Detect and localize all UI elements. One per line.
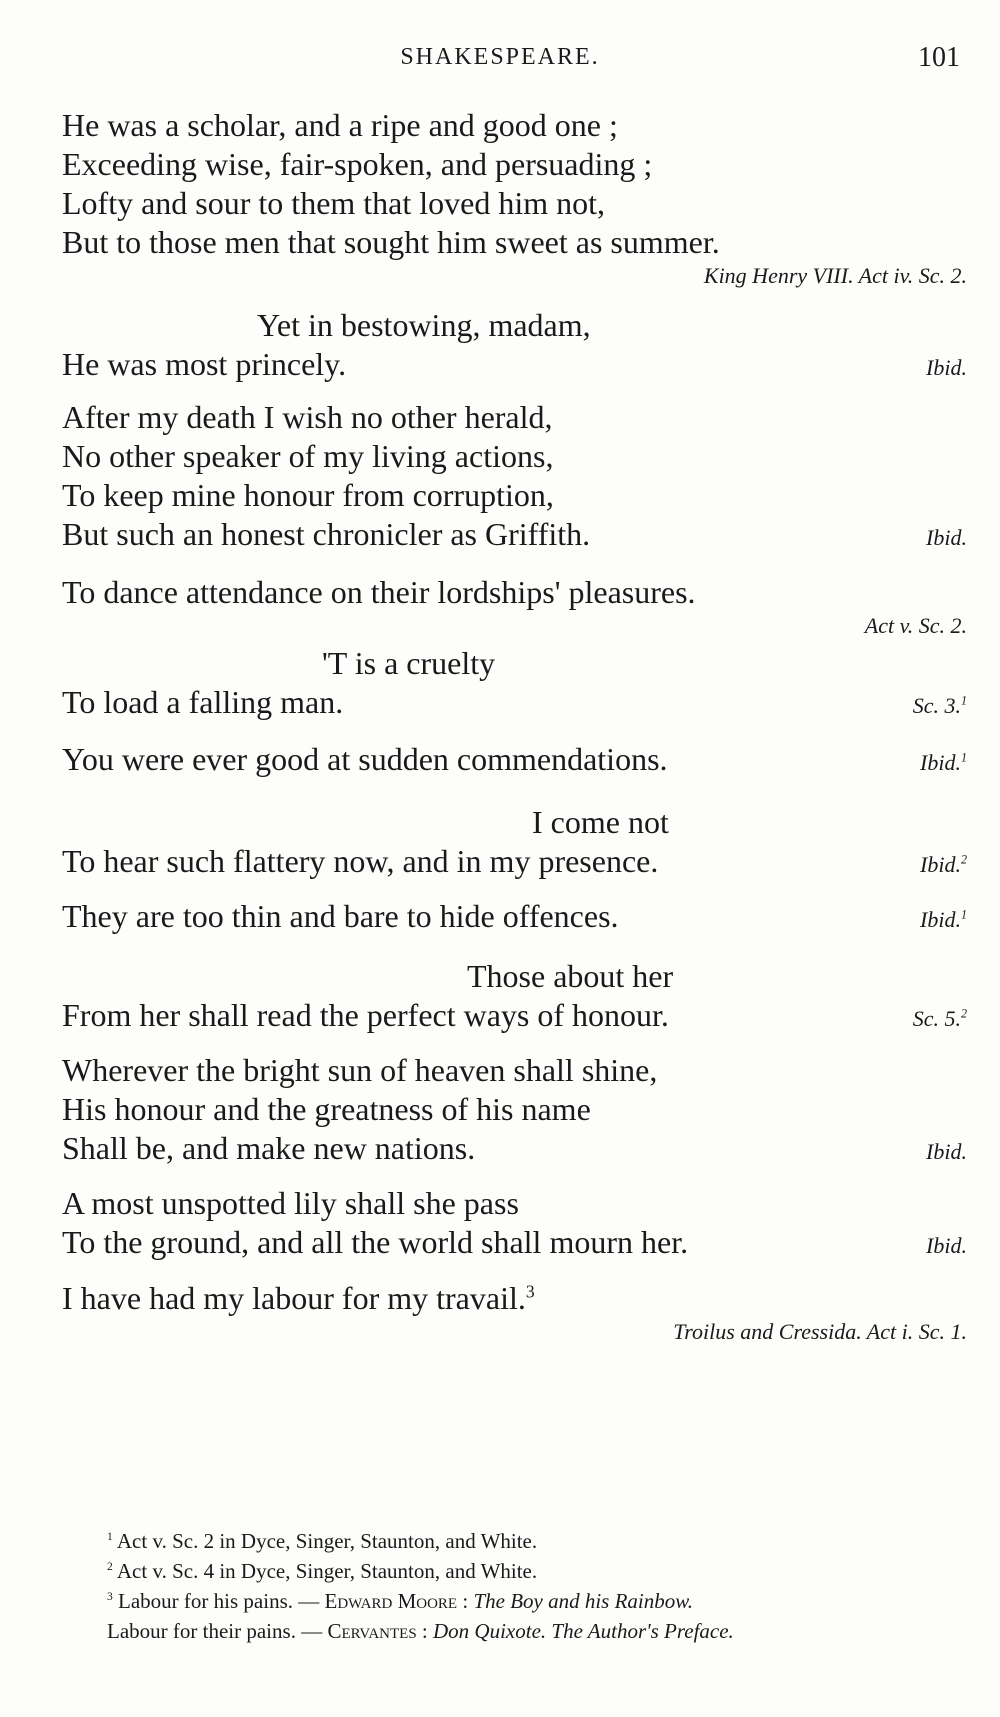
quote-block [62,1184,967,1265]
verse-line: Wherever the bright sun of heaven shall shine, [62,1052,658,1088]
citation [920,743,967,782]
footnotes [62,1526,967,1646]
citation [913,999,967,1038]
footnote-1 [62,1526,967,1556]
citation: Ibid. [926,355,967,380]
verse-line: But such an honest chronicler as Griffith. [62,516,591,552]
citation: Ibid. [926,1139,967,1164]
footnote-work: Don Quixote. The Author's Preface. [433,1619,734,1643]
quote-block [62,573,967,640]
verse-line: He was most princely. [62,346,347,382]
citation-text: Ibid. [920,907,961,932]
verse-line: His honour and the greatness of his name [62,1091,591,1127]
footnote-mark: 1 [960,907,967,922]
footnote-separator: : [457,1589,474,1613]
verse-line: To hear such flattery now, and in my presence. [62,843,659,879]
verse-line: To the ground, and all the world shall mourn her. [62,1224,689,1260]
footnote-text: Act v. Sc. 2 in Dyce, Singer, Staunton, and White. [116,1529,538,1553]
citation: Ibid. [926,1233,967,1258]
citation [913,686,967,725]
citation: Troilus and Cressida. Act i. Sc. 1. [673,1319,967,1344]
footnote-mark: 2 [107,1561,113,1573]
quote-block [62,1051,967,1171]
quote-block [62,398,967,557]
quote-block [62,106,967,290]
footnote-author: Edward Moore [324,1589,458,1613]
verse-line: You were ever good at sudden commendations. [62,741,668,777]
footnote-mark: 3 [107,1591,113,1603]
citation: Ibid. [926,525,967,550]
footnote-mark: 1 [960,750,967,765]
verse-line: He was a scholar, and a ripe and good one ; [62,107,618,143]
citation-text: Sc. 5. [912,1006,961,1031]
footnote-text: Act v. Sc. 4 in Dyce, Singer, Staunton, and White. [116,1559,538,1583]
citation-text: Ibid. [920,852,961,877]
verse-line: Yet in bestowing, madam, [257,307,591,343]
verse-line: Those about her [467,958,674,994]
verse-line: Lofty and sour to them that loved him not, [62,185,606,221]
footnote-author: Cervantes [327,1619,417,1643]
quote-block [62,897,967,939]
verse-line: 'T is a cruelty [322,645,496,681]
verse-line: Exceeding wise, fair-spoken, and persuading ; [62,146,653,182]
citation [920,845,967,884]
footnote-separator: : [416,1619,434,1643]
footnote-mark: 1 [960,693,967,708]
footnote-mark: 3 [525,1281,535,1302]
footnote-3 [62,1586,967,1616]
verse-line: I come not [532,804,669,840]
quote-block [62,1279,967,1346]
footnote-mark: 2 [960,1006,967,1021]
verse-line: A most unspotted lily shall she pass [62,1185,519,1221]
verse-text: I have had my labour for my travail. [62,1280,526,1316]
citation: Act v. Sc. 2. [864,613,967,638]
quote-block [62,306,967,387]
quote-block [62,740,967,782]
verse-line: They are too thin and bare to hide offences. [62,898,619,934]
footnote-mark: 2 [960,852,967,867]
verse-line: After my death I wish no other herald, [62,399,553,435]
quote-block [62,644,967,725]
verse-line: No other speaker of my living actions, [62,438,554,474]
verse-line: To keep mine honour from corruption, [62,477,554,513]
citation-text: Ibid. [920,750,961,775]
footnote-3-continued [62,1616,967,1646]
footnote-2 [62,1556,967,1586]
verse-line: To dance attendance on their lordships' pleasures. [62,574,696,610]
citation [920,900,967,939]
verse-line: But to those men that sought him sweet as summer. [62,224,720,260]
quote-block [62,803,967,884]
running-header: SHAKESPEARE. [400,44,600,70]
page-number: 101 [918,42,960,73]
footnote-text: Labour for his pains. — [118,1589,325,1613]
citation-text: Sc. 3. [912,693,961,718]
verse-line [62,1279,967,1318]
verse-line: From her shall read the perfect ways of honour. [62,997,669,1033]
footnote-mark: 1 [107,1531,113,1543]
footnote-work: The Boy and his Rainbow. [473,1589,693,1613]
verse-line: Shall be, and make new nations. [62,1130,476,1166]
citation: King Henry VIII. Act iv. Sc. 2. [703,263,967,288]
verse-line: To load a falling man. [62,684,344,720]
footnote-text: Labour for their pains. — [107,1619,328,1643]
quote-block [62,957,967,1038]
